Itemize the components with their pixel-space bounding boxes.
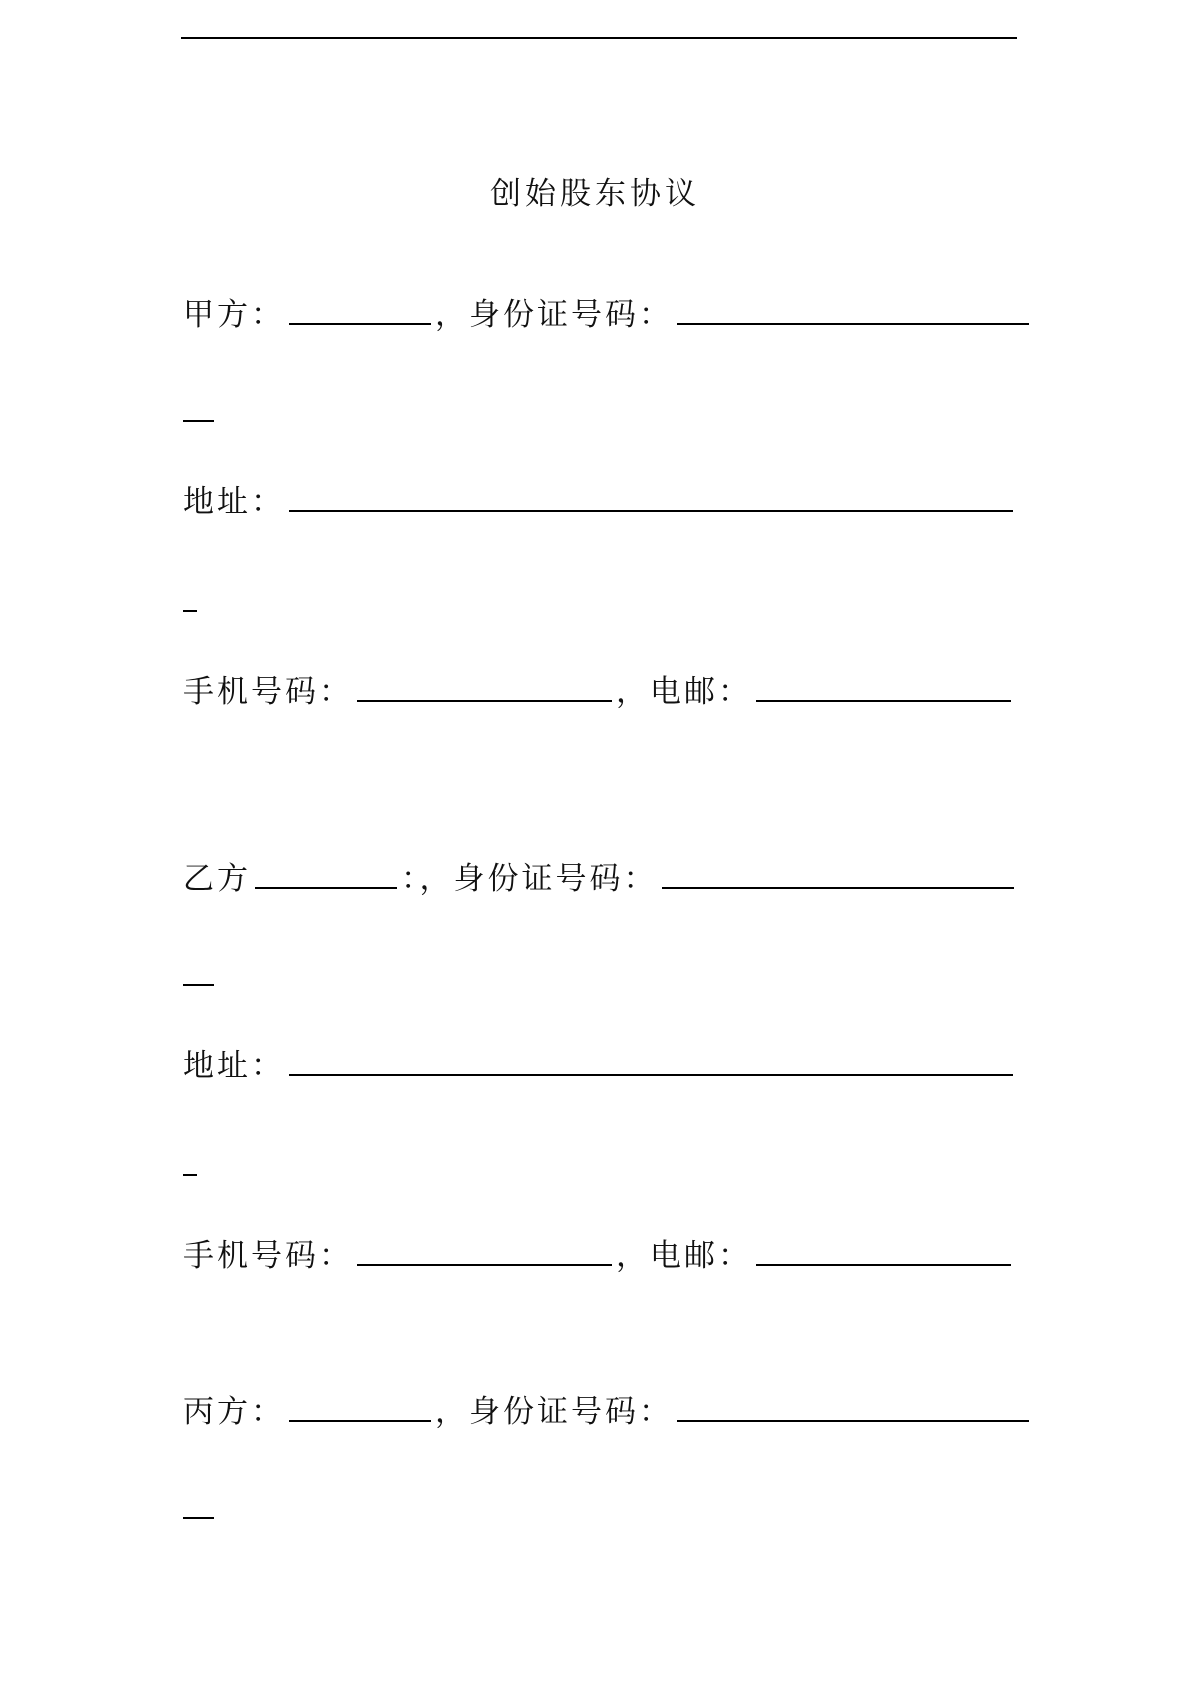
party-b-email-separator: ， bbox=[616, 1238, 650, 1274]
party-a-id-blank[interactable] bbox=[677, 295, 1029, 325]
party-b-contact-line bbox=[183, 1236, 1015, 1276]
party-c-separator: ， bbox=[435, 1394, 469, 1430]
party-c-name-blank[interactable] bbox=[289, 1392, 431, 1422]
party-a-email-separator: ， bbox=[616, 674, 650, 710]
party-b-id-line bbox=[183, 859, 1018, 899]
party-b-name-suffix: ：， bbox=[401, 861, 454, 897]
party-b-id-blank-continuation bbox=[183, 984, 214, 986]
party-b-address-blank-continuation bbox=[183, 1174, 197, 1176]
party-c-id-blank[interactable] bbox=[677, 1392, 1029, 1422]
party-b-id-label: 身份证号码： bbox=[453, 861, 658, 897]
document-title: 创始股东协议 bbox=[490, 176, 700, 212]
party-c-id-label: 身份证号码： bbox=[469, 1394, 673, 1430]
party-c-id-line bbox=[183, 1392, 1033, 1432]
party-b-email-blank[interactable] bbox=[756, 1236, 1011, 1266]
party-a-separator: ， bbox=[435, 297, 469, 333]
party-a-id-label: 身份证号码： bbox=[469, 297, 673, 333]
party-a-name-label: 甲方： bbox=[183, 297, 285, 333]
party-a-phone-blank[interactable] bbox=[357, 672, 612, 702]
party-b-name-label: 乙方 bbox=[183, 861, 251, 897]
party-c-name-label: 丙方： bbox=[183, 1394, 285, 1430]
party-a-address-line bbox=[183, 482, 1017, 522]
party-a-id-blank-continuation bbox=[183, 420, 214, 422]
party-a-address-blank[interactable] bbox=[289, 482, 1013, 512]
party-b-id-blank[interactable] bbox=[662, 859, 1014, 889]
party-b-phone-label: 手机号码： bbox=[183, 1238, 353, 1274]
party-a-email-label: 电邮： bbox=[650, 674, 752, 710]
party-a-email-blank[interactable] bbox=[756, 672, 1011, 702]
party-a-address-label: 地址： bbox=[183, 484, 285, 520]
party-a-contact-line bbox=[183, 672, 1015, 712]
party-a-id-line bbox=[183, 295, 1033, 335]
party-b-address-label: 地址： bbox=[183, 1048, 285, 1084]
party-b-name-blank[interactable] bbox=[255, 859, 397, 889]
party-a-phone-label: 手机号码： bbox=[183, 674, 353, 710]
party-b-address-blank[interactable] bbox=[289, 1046, 1013, 1076]
header-rule bbox=[181, 37, 1017, 39]
party-b-email-label: 电邮： bbox=[650, 1238, 752, 1274]
party-c-id-blank-continuation bbox=[183, 1517, 214, 1519]
party-b-address-line bbox=[183, 1046, 1017, 1086]
party-b-phone-blank[interactable] bbox=[357, 1236, 612, 1266]
party-a-name-blank[interactable] bbox=[289, 295, 431, 325]
party-a-address-blank-continuation bbox=[183, 610, 197, 612]
